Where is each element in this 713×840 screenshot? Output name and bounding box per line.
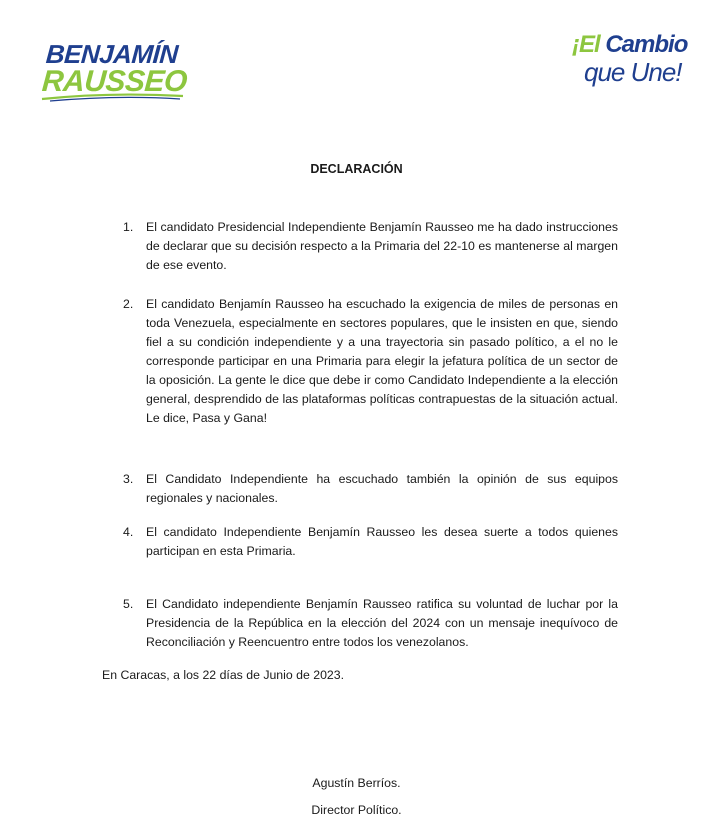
item-text: El candidato Independiente Benjamín Rausseo les desea suerte a todos quienes participan en esta Primaria. <box>146 525 618 558</box>
declaration-item-1 <box>123 218 618 275</box>
item-text: El candidato Benjamín Rausseo ha escuchado la exigencia de miles de personas en toda Venezuela, especialmente en sectores populares, que le insisten en que, siendo fiel a su condición independiente y a una trayectoria sin pasado político, a el no le corresponde participar en una Primaria para elegir la jefatura política de un sector de la oposición. La gente le dice que debe ir como Candidato Independiente a la elección general, desprendido de las plataformas políticas contrapuestas de la situación actual. Le dice, Pasa y Gana! <box>146 297 618 425</box>
closing-place-date: En Caracas, a los 22 días de Junio de 2023. <box>102 668 344 682</box>
declaration-list <box>123 218 618 652</box>
declaration-item-5 <box>123 595 618 652</box>
item-text: El candidato Presidencial Independiente Benjamín Rausseo me ha dado instrucciones de declarar que su decisión respecto a la Primaria del 22-10 es mantenerse al margen de ese evento. <box>146 220 618 272</box>
signatory-role: Director Político. <box>311 803 402 817</box>
slogan-el: ¡El <box>572 31 606 58</box>
item-text: El Candidato independiente Benjamín Rausseo ratifica su voluntad de luchar por la Presidencia de la República en la elección del 2024 con un mensaje inequívoco de Reconciliación y Reencuentro entre todos los venezolanos. <box>146 597 618 649</box>
logo-rausseo-text: RAUSSEO <box>40 65 189 98</box>
logo-swoosh-icon <box>40 90 185 102</box>
declaration-item-2 <box>123 295 618 428</box>
item-number: 3. <box>123 472 134 486</box>
slogan-cambio: Cambio <box>605 31 688 58</box>
item-number: 1. <box>123 220 134 234</box>
logo-benjamin-text: BENJAMÍN <box>44 39 179 69</box>
declaration-item-3 <box>123 470 618 508</box>
document-title: DECLARACIÓN <box>310 162 403 176</box>
signatory-name: Agustín Berríos. <box>312 776 401 790</box>
slogan-line-2: que Une! <box>584 57 682 87</box>
item-number: 5. <box>123 597 134 611</box>
benjamin-rausseo-logo <box>40 38 190 102</box>
slogan-line-1 <box>572 32 687 58</box>
el-cambio-que-une-logo <box>572 32 707 92</box>
item-number: 2. <box>123 297 134 311</box>
declaration-item-4 <box>123 523 618 561</box>
item-text: El Candidato Independiente ha escuchado también la opinión de sus equipos regionales y nacionales. <box>146 472 618 505</box>
item-number: 4. <box>123 525 134 539</box>
